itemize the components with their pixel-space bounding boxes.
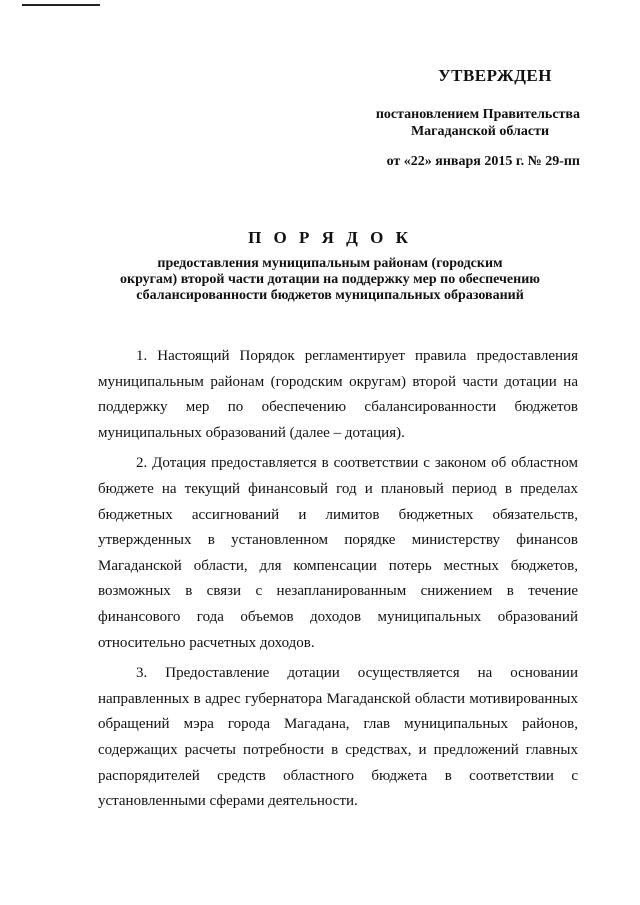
paragraph-2: 2. Дотация предоставляется в соответствии с законом об областном бюджете на текущий финансовый год и плановый период в пределах бюджетных ассигнований и лимитов бюджетных обязательств, утвержденных в установленном порядке министерству финансов Магаданской области, для компенсации потерь местных бюджетов, возможных в связи с незапланированным снижением в течение финансового года объемов доходов муниципальных образований относительно расчетных доходов. (98, 455, 578, 651)
approval-date: от «22» января 2015 г. № 29-пп (386, 154, 580, 169)
scan-edge-mark (22, 4, 100, 6)
title-line-3: сбалансированности бюджетов муниципальных образований (136, 288, 524, 303)
approval-line-2: Магаданской области (410, 124, 550, 139)
paragraph-3: 3. Предоставление дотации осуществляется на основании направленных в адрес губернатора Магаданской области мотивированных обращений мэра города Магадана, глав муниципальных районов, содержащих расчеты потребности в средствах, и предложений главных распорядителей средств областного бюджета в соответствии с установленными сферами деятельности. (98, 665, 578, 810)
approved-heading: УТВЕРЖДЕН (438, 66, 552, 85)
document-body (98, 344, 578, 820)
document-title-block (60, 228, 600, 304)
approval-line-1: постановлением Правительства (375, 107, 580, 122)
title-line-2: округам) второй части дотации на поддержку мер по обеспечению (120, 272, 540, 287)
title-line-1: предоставления муниципальным районам (городским (157, 256, 503, 271)
approval-stamp-block (320, 66, 580, 170)
paragraph-1: 1. Настоящий Порядок регламентирует правила предоставления муниципальным районам (городским округам) второй части дотации на поддержку мер по обеспечению сбалансированности бюджетов муниципальных образований (далее – дотация). (98, 348, 578, 441)
document-heading: П О Р Я Д О К (248, 228, 412, 247)
